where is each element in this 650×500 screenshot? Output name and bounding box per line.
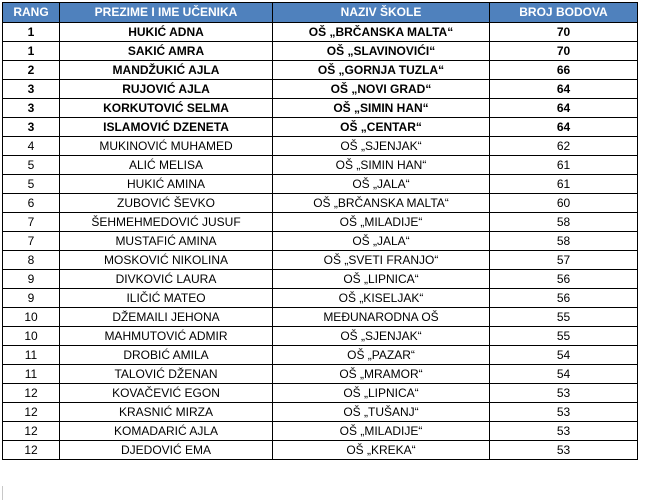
cell-school[interactable]: OŠ „MILADIJE“ [273,213,490,232]
cell-rank[interactable]: 3 [3,99,60,118]
cell-school[interactable]: OŠ „KISELJAK“ [273,289,490,308]
cell-rank[interactable]: 9 [3,270,60,289]
cell-name[interactable]: DIVKOVIĆ LAURA [60,270,273,289]
cell-rank[interactable]: 12 [3,441,60,460]
cell-points[interactable]: 54 [490,346,638,365]
table-row [3,23,638,42]
cell-name[interactable]: ALIĆ MELISA [60,156,273,175]
cell-points[interactable]: 70 [490,23,638,42]
cell-name[interactable]: DROBIĆ AMILA [60,346,273,365]
cell-school[interactable]: MEĐUNARODNA OŠ [273,308,490,327]
cell-school[interactable]: OŠ „BRČANSKA MALTA“ [273,23,490,42]
table-row [3,118,638,137]
cell-rank[interactable]: 3 [3,118,60,137]
table-row [3,289,638,308]
cell-points[interactable]: 62 [490,137,638,156]
cell-points[interactable]: 61 [490,156,638,175]
cell-name[interactable]: MANDŽUKIĆ AJLA [60,61,273,80]
table-row [3,194,638,213]
cell-school[interactable]: OŠ „JALA“ [273,175,490,194]
header-row [3,3,638,23]
cell-school[interactable]: OŠ „PAZAR“ [273,346,490,365]
results-table [2,2,638,460]
cell-rank[interactable]: 7 [3,213,60,232]
table-row [3,156,638,175]
header-rank[interactable]: RANG [3,3,60,23]
cell-school[interactable]: OŠ „SIMIN HAN“ [273,99,490,118]
cell-school[interactable]: OŠ „MRAMOR“ [273,365,490,384]
cell-rank[interactable]: 2 [3,61,60,80]
cell-school[interactable]: OŠ „SJENJAK“ [273,137,490,156]
cell-points[interactable]: 64 [490,99,638,118]
cell-school[interactable]: OŠ „SIMIN HAN“ [273,156,490,175]
cell-school[interactable]: OŠ „BRČANSKA MALTA“ [273,194,490,213]
empty-cell-area [2,486,60,500]
table-row [3,346,638,365]
cell-points[interactable]: 53 [490,403,638,422]
table-row [3,61,638,80]
cell-school[interactable]: OŠ „JALA“ [273,232,490,251]
cell-points[interactable]: 55 [490,308,638,327]
table-row [3,213,638,232]
header-name[interactable]: PREZIME I IME UČENIKA [60,3,273,23]
cell-rank[interactable]: 1 [3,42,60,61]
cell-name[interactable]: HUKIĆ ADNA [60,23,273,42]
cell-school[interactable]: OŠ „SVETI FRANJO“ [273,251,490,270]
cell-school[interactable]: OŠ „NOVI GRAD“ [273,80,490,99]
cell-rank[interactable]: 7 [3,232,60,251]
cell-rank[interactable]: 3 [3,80,60,99]
cell-points[interactable]: 56 [490,270,638,289]
cell-rank[interactable]: 12 [3,422,60,441]
table-row [3,441,638,460]
table-row [3,422,638,441]
table-row [3,327,638,346]
cell-school[interactable]: OŠ „TUŠANJ“ [273,403,490,422]
table-row [3,384,638,403]
table-row [3,365,638,384]
cell-rank[interactable]: 9 [3,289,60,308]
table-row [3,232,638,251]
cell-points[interactable]: 61 [490,175,638,194]
cell-rank[interactable]: 5 [3,156,60,175]
cell-school[interactable]: OŠ „GORNJA TUZLA“ [273,61,490,80]
cell-rank[interactable]: 8 [3,251,60,270]
cell-rank[interactable]: 12 [3,403,60,422]
cell-points[interactable]: 56 [490,289,638,308]
table-row [3,308,638,327]
cell-school[interactable]: OŠ „LIPNICA“ [273,270,490,289]
cell-name[interactable]: ŠEHMEHMEDOVIĆ JUSUF [60,213,273,232]
cell-rank[interactable]: 11 [3,365,60,384]
cell-name[interactable]: MAHMUTOVIĆ ADMIR [60,327,273,346]
cell-name[interactable]: ZUBOVIĆ ŠEVKO [60,194,273,213]
cell-name[interactable]: MUKINOVIĆ MUHAMED [60,137,273,156]
cell-points[interactable]: 54 [490,365,638,384]
table-body [3,23,638,460]
table-row [3,99,638,118]
cell-name[interactable]: MUSTAFIĆ AMINA [60,232,273,251]
table-row [3,251,638,270]
cell-name[interactable]: KOVAČEVIĆ EGON [60,384,273,403]
cell-school[interactable]: OŠ „CENTAR“ [273,118,490,137]
cell-name[interactable]: DŽEMAILI JEHONA [60,308,273,327]
cell-name[interactable]: KOMADARIĆ AJLA [60,422,273,441]
cell-rank[interactable]: 6 [3,194,60,213]
cell-points[interactable]: 53 [490,441,638,460]
table-row [3,270,638,289]
cell-name[interactable]: KRASNIĆ MIRZA [60,403,273,422]
cell-name[interactable]: RUJOVIĆ AJLA [60,80,273,99]
table-row [3,80,638,99]
cell-points[interactable]: 53 [490,422,638,441]
cell-points[interactable]: 58 [490,232,638,251]
cell-points[interactable]: 66 [490,61,638,80]
header-school[interactable]: NAZIV ŠKOLE [273,3,490,23]
cell-name[interactable]: MOSKOVIĆ NIKOLINA [60,251,273,270]
cell-name[interactable]: KORKUTOVIĆ SELMA [60,99,273,118]
cell-school[interactable]: OŠ „KREKA“ [273,441,490,460]
results-sheet [2,2,638,460]
cell-school[interactable]: OŠ „MILADIJE“ [273,422,490,441]
table-row [3,137,638,156]
cell-rank[interactable]: 10 [3,327,60,346]
cell-points[interactable]: 57 [490,251,638,270]
cell-points[interactable]: 58 [490,213,638,232]
cell-rank[interactable]: 1 [3,23,60,42]
cell-rank[interactable]: 5 [3,175,60,194]
cell-rank[interactable]: 4 [3,137,60,156]
cell-name[interactable]: TALOVIĆ DŽENAN [60,365,273,384]
cell-name[interactable]: ISLAMOVIĆ DZENETA [60,118,273,137]
cell-points[interactable]: 60 [490,194,638,213]
cell-points[interactable]: 64 [490,80,638,99]
cell-name[interactable]: SAKIĆ AMRA [60,42,273,61]
cell-rank[interactable]: 10 [3,308,60,327]
cell-name[interactable]: DJEDOVIĆ EMA [60,441,273,460]
cell-points[interactable]: 70 [490,42,638,61]
cell-points[interactable]: 64 [490,118,638,137]
cell-name[interactable]: HUKIĆ AMINA [60,175,273,194]
table-row [3,175,638,194]
table-row [3,403,638,422]
cell-rank[interactable]: 11 [3,346,60,365]
table-row [3,42,638,61]
cell-name[interactable]: ILIČIĆ MATEO [60,289,273,308]
header-points[interactable]: BROJ BODOVA [490,3,638,23]
cell-rank[interactable]: 12 [3,384,60,403]
cell-school[interactable]: OŠ „SLAVINOVIĆI“ [273,42,490,61]
cell-points[interactable]: 55 [490,327,638,346]
cell-school[interactable]: OŠ „SJENJAK“ [273,327,490,346]
cell-points[interactable]: 53 [490,384,638,403]
cell-school[interactable]: OŠ „LIPNICA“ [273,384,490,403]
